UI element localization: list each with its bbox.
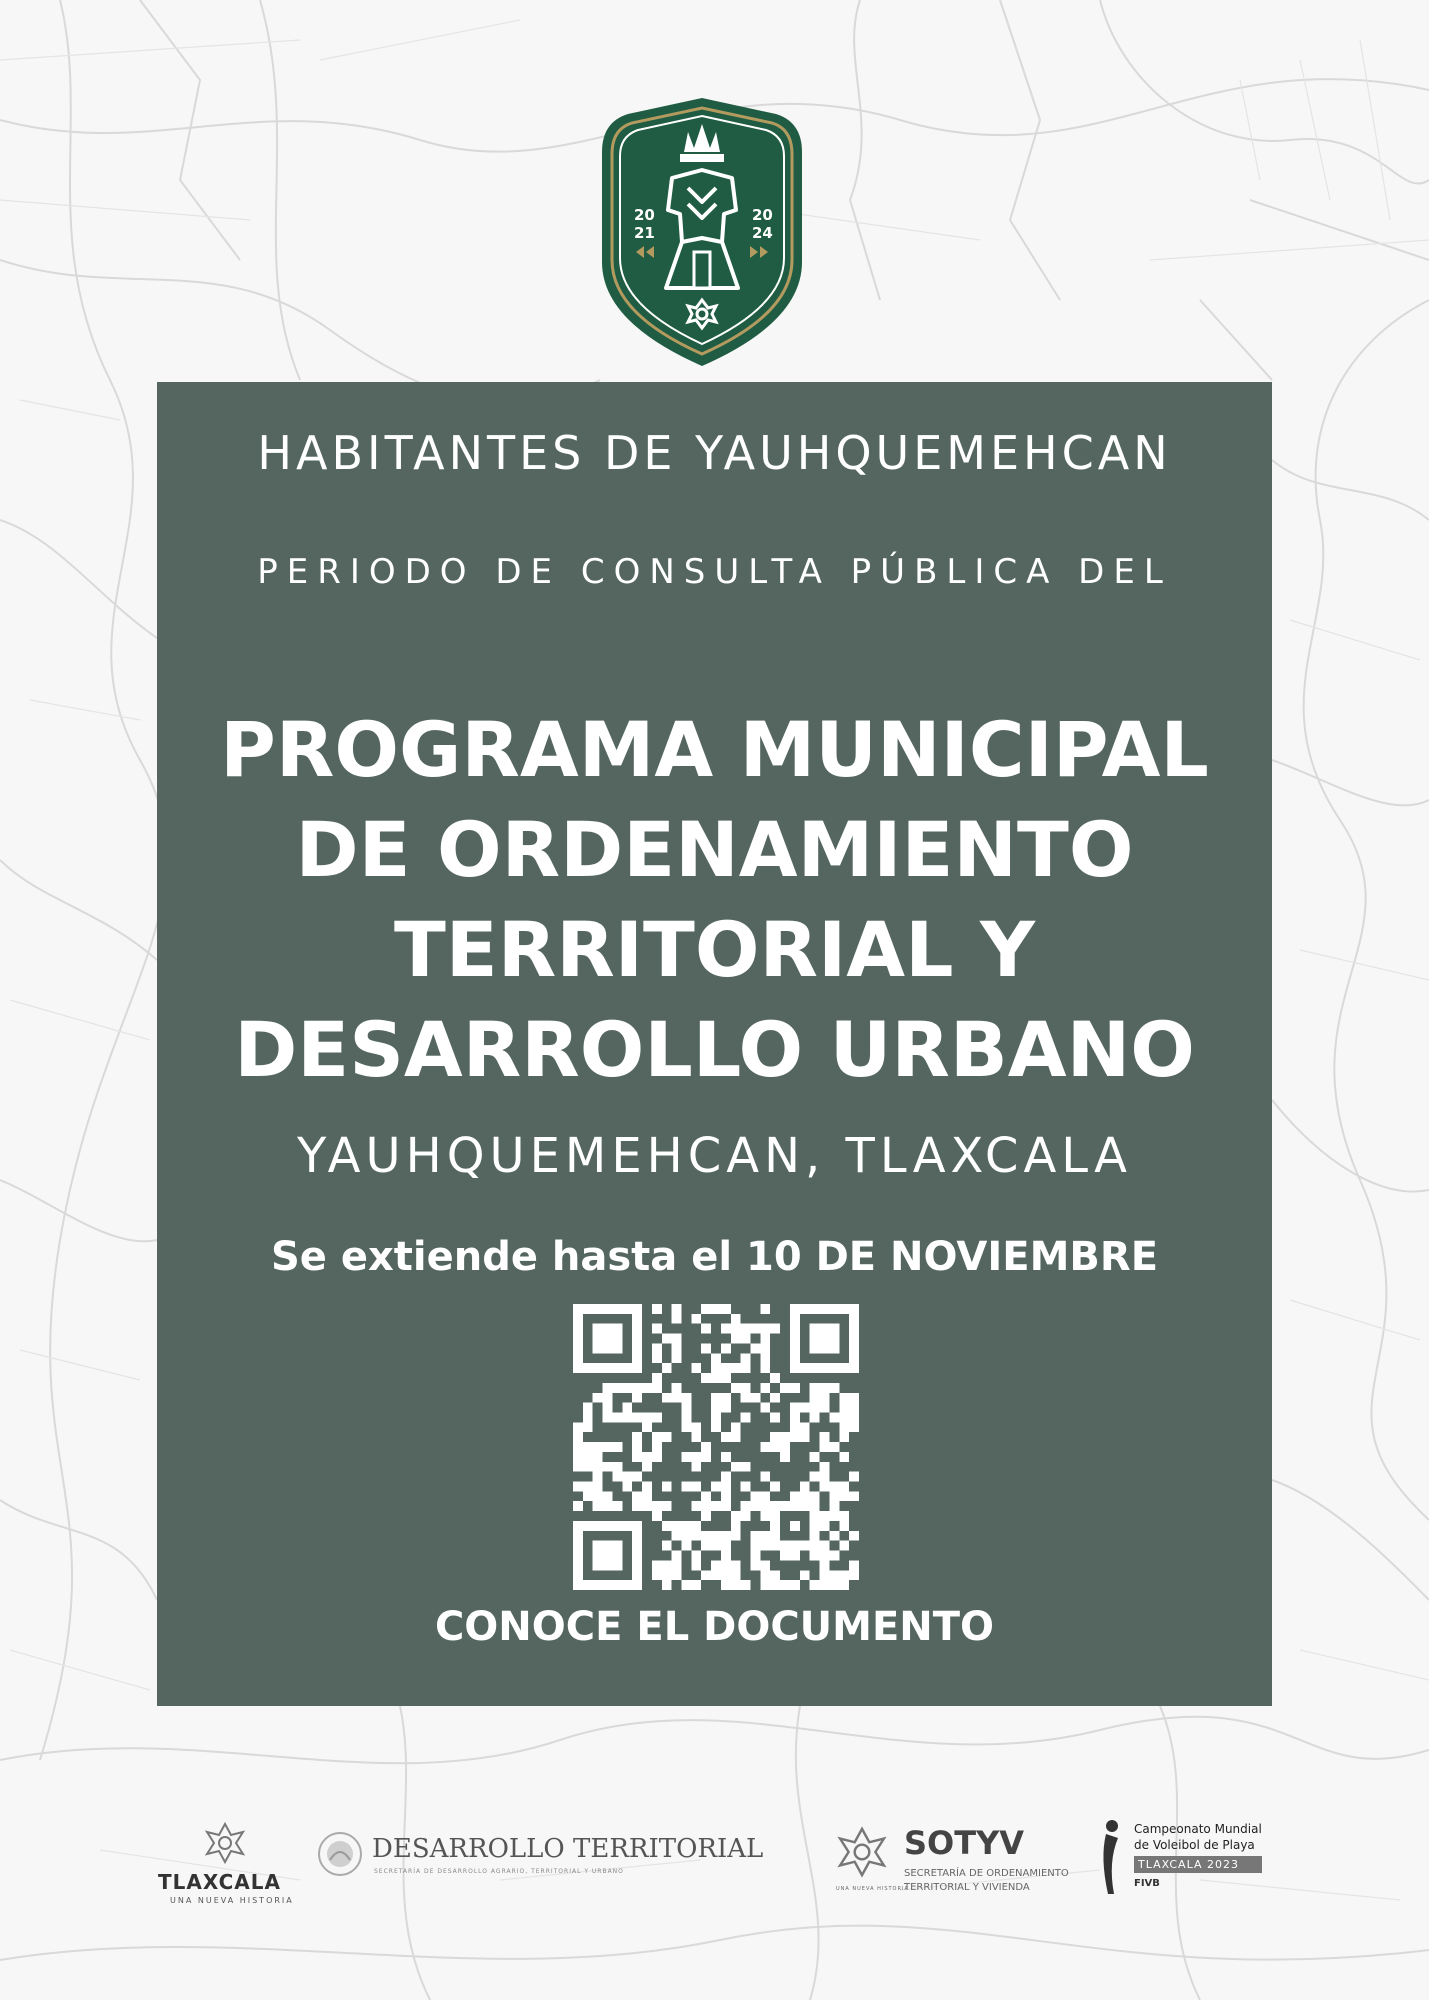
- voleibol-championship-logo: [1098, 1818, 1298, 1922]
- program-title: [157, 700, 1272, 1100]
- desarrollo-territorial-logo: [316, 1830, 806, 1910]
- announcement-panel: [157, 382, 1272, 1706]
- tlaxcala-logo: [150, 1820, 300, 1920]
- municipal-crest-logo: [596, 92, 808, 372]
- program-title-line: TERRITORIAL Y: [393, 905, 1036, 994]
- tlaxcala-tagline: UNA NUEVA HISTORIA: [170, 1896, 294, 1905]
- extension-notice: Se extiende hasta el 10 DE NOVIEMBRE: [270, 1234, 1159, 1280]
- sotyv-line1: SECRETARÍA DE ORDENAMIENTO: [904, 1868, 1069, 1879]
- sotyv-line2: TERRITORIAL Y VIVIENDA: [904, 1882, 1030, 1893]
- tlaxcala-flower-icon: [202, 1820, 248, 1866]
- volei-line2: de Voleibol de Playa: [1134, 1838, 1255, 1852]
- tlaxcala-name: TLAXCALA: [158, 1870, 281, 1894]
- sotyv-flower-icon: [834, 1824, 890, 1880]
- crest-year-right-top: 20: [752, 206, 773, 224]
- program-title-line: DE ORDENAMIENTO: [295, 805, 1134, 894]
- volei-line4: FIVB: [1134, 1878, 1160, 1889]
- location-text: YAUHQUEMEHCAN, TLAXCALA: [297, 1128, 1132, 1184]
- volleyball-player-icon: [1098, 1818, 1126, 1896]
- audience-heading: HABITANTES DE YAUHQUEMEHCAN: [257, 426, 1172, 480]
- view-document-cta[interactable]: CONOCE EL DOCUMENTO: [434, 1604, 995, 1650]
- crest-year-right-bottom: 24: [752, 224, 773, 242]
- crest-year-left-bottom: 21: [634, 224, 655, 242]
- sotyv-tagline: UNA NUEVA HISTORIA: [836, 1886, 909, 1892]
- program-title-line: PROGRAMA MUNICIPAL: [220, 705, 1209, 794]
- volei-line3: TLAXCALA 2023: [1134, 1856, 1262, 1873]
- crest-year-left-top: 20: [634, 206, 655, 224]
- program-title-line: DESARROLLO URBANO: [234, 1005, 1195, 1094]
- qr-code[interactable]: [573, 1304, 859, 1590]
- volei-line1: Campeonato Mundial: [1134, 1822, 1262, 1836]
- desarrollo-title: DESARROLLO TERRITORIAL: [372, 1834, 764, 1864]
- sotyv-logo: [832, 1824, 1082, 1924]
- consultation-subheading: PERIODO DE CONSULTA PÚBLICA DEL: [257, 552, 1172, 592]
- sotyv-name: SOTYV: [904, 1824, 1025, 1862]
- national-seal-icon: [316, 1830, 364, 1878]
- footer-logos: [0, 1810, 1429, 1930]
- desarrollo-subtitle: SECRETARÍA DE DESARROLLO AGRARIO, TERRITORIAL Y URBANO: [374, 1868, 624, 1875]
